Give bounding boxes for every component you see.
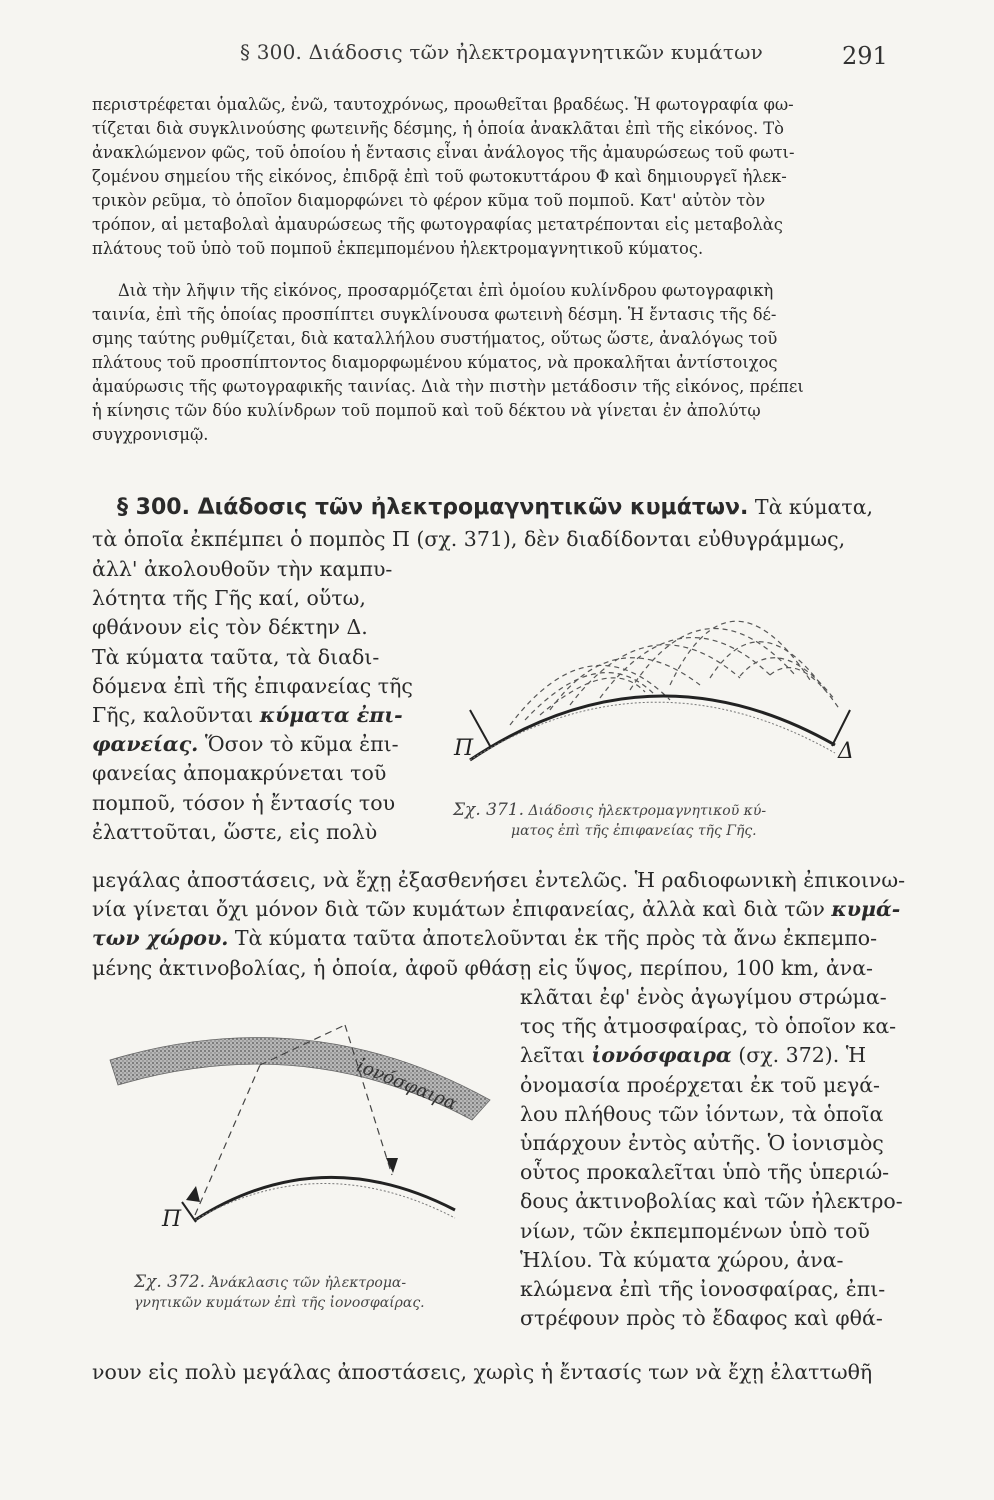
text-line: οὗτος προκαλεῖται ὑπὸ τῆς ὑπεριώ- bbox=[520, 1160, 890, 1185]
text-line: φθάνουν εἰς τὸν δέκτην Δ. bbox=[92, 615, 368, 640]
text-line: πλάτους τοῦ προσπίπτοντος διαμορφωμένου κύματος, νὰ προκαλῆται ἀντίστοιχος bbox=[92, 353, 778, 372]
transmitter-label: Π bbox=[162, 1207, 182, 1232]
caption-number: Σχ. 371. bbox=[453, 800, 524, 820]
text-line: κλᾶται ἐφ' ἑνὸς ἀγωγίμου στρώμα- bbox=[520, 985, 887, 1009]
text-line: ἀλλ' ἀκολουθοῦν τὴν καμπυ- bbox=[92, 557, 393, 581]
figure-372 bbox=[100, 1010, 500, 1250]
text-line: τὰ ὁποῖα ἐκπέμπει ὁ πομπὸς Π (σχ. 371), δὲν διαδίδονται εὐθυγράμμως, bbox=[92, 527, 846, 551]
text-line: ἐλαττοῦται, ὥστε, εἰς πολὺ bbox=[92, 819, 378, 844]
text-line: ἀμαύρωσις τῆς φωτογραφικῆς ταινίας. Διὰ τὴν πιστὴν μετάδοσιν τῆς εἰκόνος, πρέπει bbox=[92, 377, 804, 396]
text-line bbox=[92, 924, 905, 953]
caption-line: ματος ἐπὶ τῆς ἐπιφανείας τῆς Γῆς. bbox=[511, 823, 757, 839]
narrow-column bbox=[92, 555, 413, 847]
text-line: πομποῦ, τόσον ἡ ἔντασίς του bbox=[92, 790, 396, 815]
text-line: σμης ταύτης ρυθμίζεται, διὰ καταλλήλου συστήματος, οὕτως ὥστε, ἀναλόγως τοῦ bbox=[92, 329, 778, 348]
text-line: τίζεται διὰ συγκλινούσης φωτεινῆς δέσμης, ἡ ὁποία ἀνακλᾶται ἐπὶ τῆς εἰκόνος. Τὸ bbox=[92, 119, 784, 138]
text-line: τρόπον, αἱ μεταβολαὶ ἀμαυρώσεως τῆς φωτογραφίας μετατρέπονται εἰς μεταβολὰς bbox=[92, 215, 783, 234]
receiver-label: Δ bbox=[838, 739, 854, 764]
text-line: λου πλήθους τῶν ἰόντων, τὰ ὁποῖα bbox=[520, 1101, 884, 1126]
arrow-head bbox=[386, 1158, 398, 1173]
ionosphere-layer bbox=[110, 1038, 490, 1121]
text-span: νία γίνεται ὄχι μόνον διὰ τῶν κυμάτων ἐπιφανείας, ἀλλὰ καὶ διὰ τῶν bbox=[92, 897, 825, 922]
figure-371 bbox=[440, 560, 880, 800]
text-line: Τὰ κύματα ταῦτα, τὰ διαδι- bbox=[92, 644, 380, 669]
text-line: νίων, τῶν ἐκπεμπομένων ὑπὸ τοῦ bbox=[520, 1218, 870, 1243]
caption-line bbox=[134, 1272, 425, 1293]
caption-number: Σχ. 372. bbox=[134, 1272, 205, 1292]
right-column bbox=[520, 983, 903, 1333]
text-line: μεγάλας ἀποστάσεις, νὰ ἔχῃ ἐξασθενήσει ἐντελῶς. Ἡ ραδιοφωνικὴ ἐπικοινω- bbox=[92, 868, 906, 892]
section-heading: § 300. Διάδοσις τῶν ἠλεκτρομαγνητικῶν κυμάτων. bbox=[117, 495, 749, 520]
running-title: § 300. Διάδοσις τῶν ἠλεκτρομαγνητικῶν κυμάτων bbox=[240, 40, 763, 64]
text-line: ἡ κίνησις τῶν δύο κυλίνδρων τοῦ πομποῦ καὶ τοῦ δέκτου νὰ γίνεται ἐν ἀπολύτῳ bbox=[92, 401, 761, 420]
text-span: Ὅσον τὸ κῦμα ἐπι- bbox=[204, 732, 399, 757]
text-span: λεῖται bbox=[520, 1043, 585, 1068]
text-line: ὑπάρχουν ἐντὸς αὐτῆς. Ὁ ἰονισμὸς bbox=[520, 1131, 884, 1156]
text-line: τος τῆς ἀτμοσφαίρας, τὸ ὁποῖον κα- bbox=[520, 1014, 897, 1039]
text-line: περιστρέφεται ὁμαλῶς, ἐνῶ, ταυτοχρόνως, προωθεῖται βραδέως. Ἡ φωτογραφία φω- bbox=[92, 95, 794, 114]
figure-372-caption bbox=[134, 1272, 425, 1313]
term-space-waves: κυμά- bbox=[831, 897, 901, 922]
text-line: στρέφουν πρὸς τὸ ἔδαφος καὶ φθά- bbox=[520, 1306, 883, 1331]
section-heading-line bbox=[117, 493, 873, 522]
term-space-waves-end: των χώρου. bbox=[92, 926, 229, 951]
arrow-head bbox=[186, 1186, 200, 1202]
text-span: Τὰ κύματα ταῦτα ἀποτελοῦνται ἐκ τῆς πρὸς τὰ ἄνω ἐκπεμπο- bbox=[234, 926, 878, 951]
caption-line bbox=[453, 800, 766, 821]
text-line: τρικὸν ρεῦμα, τὸ ὁποῖον διαμορφώνει τὸ φέρον κῦμα τοῦ πομποῦ. Κατ' αὐτὸν τὸν bbox=[92, 191, 766, 210]
text-line: κλώμενα ἐπὶ τῆς ἰονοσφαίρας, ἐπι- bbox=[520, 1277, 886, 1302]
caption-text: Ἀνάκλασις τῶν ἠλεκτρομα- bbox=[209, 1275, 407, 1291]
text-line: ὀνομασία προέρχεται ἐκ τοῦ μεγά- bbox=[520, 1072, 880, 1097]
text-line bbox=[92, 701, 413, 730]
page-number: 291 bbox=[842, 42, 888, 70]
figure-371-caption bbox=[453, 800, 766, 841]
text-line: πλάτους τοῦ ὑπὸ τοῦ πομποῦ ἐκπεμπομένου ἠλεκτρομαγνητικοῦ κύματος. bbox=[92, 239, 704, 258]
earth-surface bbox=[470, 696, 835, 760]
text-line: φανείας ἀπομακρύνεται τοῦ bbox=[92, 761, 387, 786]
transmitter-label: Π bbox=[454, 736, 474, 761]
earth-hatching bbox=[195, 1183, 455, 1220]
text-line bbox=[520, 1041, 903, 1070]
full-width-text bbox=[92, 866, 905, 983]
text-line: συγχρονισμῷ. bbox=[92, 425, 209, 444]
caption-line: γνητικῶν κυμάτων ἐπὶ τῆς ἰονοσφαίρας. bbox=[134, 1295, 425, 1311]
text-line: ζομένου σημείου τῆς εἰκόνος, ἐπιδρᾷ ἐπὶ τοῦ φωτοκυττάρου Φ καὶ δημιουργεῖ ἠλεκ- bbox=[92, 167, 787, 186]
text-line: Ἡλίου. Τὰ κύματα χώρου, ἀνα- bbox=[520, 1247, 844, 1272]
text-span: (σχ. 372). Ἡ bbox=[738, 1043, 867, 1068]
text-line: Διὰ τὴν λῆψιν τῆς εἰκόνος, προσαρμόζεται ἐπὶ ὁμοίου κυλίνδρου φωτογραφικὴ bbox=[118, 281, 774, 300]
ionosphere-label: ἰονόσφαιρα bbox=[353, 1055, 460, 1115]
transmitter-antenna bbox=[182, 1202, 196, 1222]
text-line: μένης ἀκτινοβολίας, ἡ ὁποία, ἀφοῦ φθάσῃ εἰς ὕψος, περίπου, 100 km, ἀνα- bbox=[92, 955, 873, 980]
earth-hatching bbox=[470, 702, 835, 760]
wave-arcs bbox=[510, 621, 840, 725]
term-surface-waves: κύματα ἐπι- bbox=[259, 703, 403, 728]
caption-text: Διάδοσις ἠλεκτρομαγνητικοῦ κύ- bbox=[528, 803, 767, 819]
text-line: νουν εἰς πολὺ μεγάλας ἀποστάσεις, χωρὶς ἡ ἔντασίς των νὰ ἔχῃ ἐλαττωθῆ bbox=[92, 1360, 873, 1384]
text-line: δόμενα ἐπὶ τῆς ἐπιφανείας τῆς bbox=[92, 673, 413, 698]
term-ionosphere: ἰονόσφαιρα bbox=[591, 1043, 732, 1068]
text-line bbox=[92, 730, 413, 759]
text-line: ἀνακλώμενον φῶς, τοῦ ὁποίου ἡ ἔντασις εἶναι ἀνάλογος τῆς ἀμαυρώσεως τοῦ φωτι- bbox=[92, 143, 795, 162]
text-line: ταινία, ἐπὶ τῆς ὁποίας προσπίπτει συγκλίνουσα φωτεινὴ δέσμη. Ἡ ἔντασις τῆς δέ- bbox=[92, 305, 777, 324]
text-line: λότητα τῆς Γῆς καί, οὕτω, bbox=[92, 586, 366, 611]
term-surface-waves-end: φανείας. bbox=[92, 732, 199, 757]
paragraph-2 bbox=[92, 279, 804, 447]
text-span: Τὰ κύματα, bbox=[754, 495, 874, 519]
paragraph-1 bbox=[92, 93, 794, 261]
text-span: Γῆς, καλοῦνται bbox=[92, 703, 254, 728]
text-line: δους ἀκτινοβολίας καὶ τῶν ἠλεκτρο- bbox=[520, 1189, 903, 1214]
text-line bbox=[92, 895, 905, 924]
